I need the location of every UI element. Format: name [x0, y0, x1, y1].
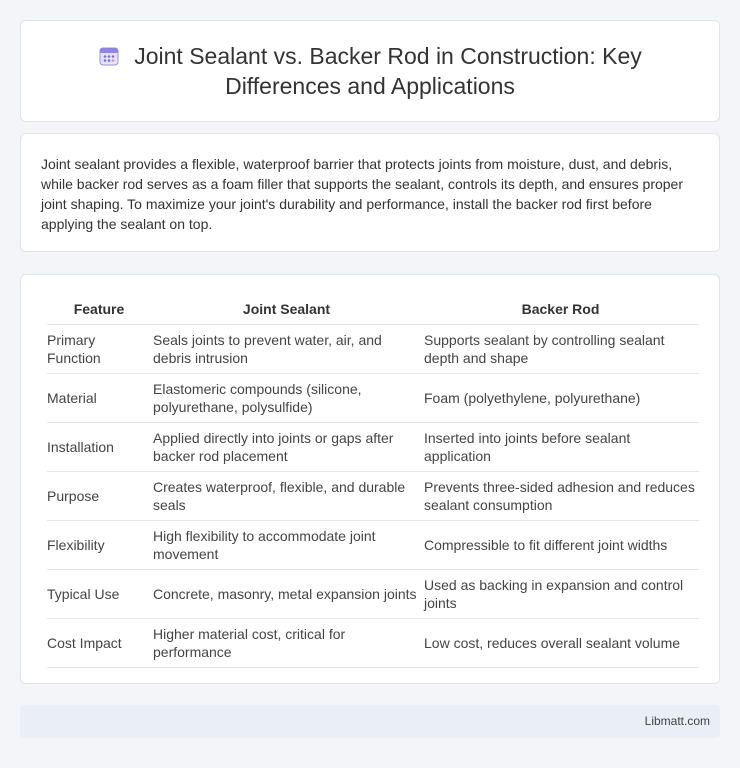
cell-feature: Material [47, 373, 151, 422]
page-title-text: Joint Sealant vs. Backer Rod in Construction: Key Differences and Applications [134, 43, 642, 99]
cell-joint-sealant: Applied directly into joints or gaps after backer rod placement [151, 422, 422, 471]
table-row [47, 471, 699, 520]
comparison-table-card [20, 274, 720, 684]
cell-backer-rod: Supports sealant by controlling sealant depth and shape [422, 324, 699, 373]
cell-joint-sealant: Concrete, masonry, metal expansion joints [151, 569, 422, 618]
header-feature: Feature [47, 295, 151, 324]
header-joint-sealant: Joint Sealant [151, 295, 422, 324]
table-row [47, 618, 699, 667]
title-card [20, 20, 720, 122]
cell-feature: Cost Impact [47, 618, 151, 667]
cell-backer-rod: Inserted into joints before sealant application [422, 422, 699, 471]
cell-joint-sealant: Creates waterproof, flexible, and durable seals [151, 471, 422, 520]
page-title [61, 41, 679, 101]
calendar-icon [98, 45, 120, 67]
footer [20, 705, 720, 738]
table-row [47, 324, 699, 373]
cell-feature: Flexibility [47, 520, 151, 569]
intro-card [20, 133, 720, 252]
cell-joint-sealant: Higher material cost, critical for performance [151, 618, 422, 667]
table-body [47, 324, 699, 667]
cell-joint-sealant: Elastomeric compounds (silicone, polyurethane, polysulfide) [151, 373, 422, 422]
cell-backer-rod: Foam (polyethylene, polyurethane) [422, 373, 699, 422]
cell-backer-rod: Low cost, reduces overall sealant volume [422, 618, 699, 667]
cell-feature: Primary Function [47, 324, 151, 373]
table-row [47, 422, 699, 471]
cell-joint-sealant: High flexibility to accommodate joint movement [151, 520, 422, 569]
cell-backer-rod: Compressible to fit different joint widths [422, 520, 699, 569]
cell-feature: Typical Use [47, 569, 151, 618]
table-row [47, 569, 699, 618]
footer-brand: Libmatt.com [644, 714, 710, 728]
header-backer-rod: Backer Rod [422, 295, 699, 324]
cell-joint-sealant: Seals joints to prevent water, air, and debris intrusion [151, 324, 422, 373]
table-row [47, 520, 699, 569]
cell-backer-rod: Used as backing in expansion and control joints [422, 569, 699, 618]
intro-paragraph: Joint sealant provides a flexible, waterproof barrier that protects joints from moisture, dust, and debris, while backer rod serves as a foam filler that supports the sealant, controls its depth, and ensures proper joint shaping. To maximize your joint's durability and performance, install the backer rod first before applying the sealant on top. [41, 156, 684, 232]
table-row [47, 373, 699, 422]
cell-feature: Installation [47, 422, 151, 471]
cell-feature: Purpose [47, 471, 151, 520]
comparison-table [47, 295, 699, 668]
cell-backer-rod: Prevents three-sided adhesion and reduces sealant consumption [422, 471, 699, 520]
table-header-row [47, 295, 699, 324]
